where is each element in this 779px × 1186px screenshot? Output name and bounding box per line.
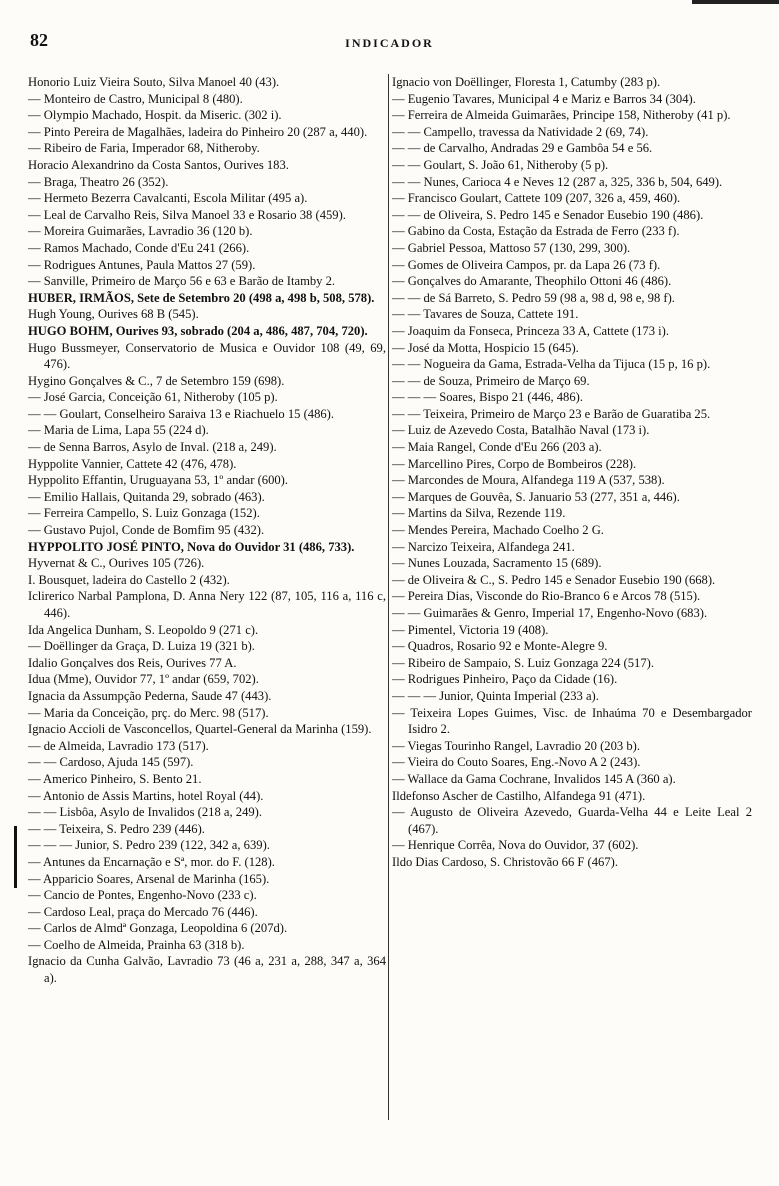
directory-entry: Ignacia da Assumpção Pederna, Saude 47 (443). (28, 688, 272, 703)
directory-entry: — Teixeira Lopes Guimes, Visc. de Inhaúma 70 e Desembargador Isidro 2. (392, 705, 752, 737)
directory-entry: — Antunes da Encarnação e Sª, mor. do F. (128). (28, 854, 275, 869)
directory-entry: — Cardoso Leal, praça do Mercado 76 (446). (28, 904, 258, 919)
right-column (392, 74, 752, 871)
directory-entry: Honorio Luiz Vieira Souto, Silva Manoel 40 (43). (28, 75, 280, 89)
directory-entry: Ildo Dias Cardoso, S. Christovão 66 F (467). (392, 854, 618, 869)
left-column (28, 74, 386, 987)
directory-entry: — Maia Rangel, Conde d'Eu 266 (203 a). (392, 440, 602, 455)
directory-entry: — Doëllinger da Graça, D. Luiza 19 (321 b). (28, 639, 255, 654)
directory-entry: — de Senna Barros, Asylo de Inval. (218 a, 249). (28, 440, 277, 455)
directory-entry: — Coelho de Almeida, Prainha 63 (318 b). (28, 937, 245, 952)
directory-entry: — Monteiro de Castro, Municipal 8 (480). (28, 91, 243, 106)
directory-entry: Hygino Gonçalves & C., 7 de Setembro 159 (698). (28, 373, 285, 388)
directory-entry: Ida Angelica Dunham, S. Leopoldo 9 (271 c). (28, 622, 259, 637)
directory-entry: Iclirerico Narbal Pamplona, D. Anna Nery 122 (87, 105, 116 a, 116 c, 446). (28, 589, 386, 620)
directory-entry: — Sanville, Primeiro de Março 56 e 63 e Barão de Itamby 2. (28, 274, 336, 289)
directory-entry: — Vieira do Couto Soares, Eng.-Novo A 2 (243). (392, 755, 641, 770)
directory-entry: — — — Junior, Quinta Imperial (233 a). (392, 688, 599, 703)
directory-entry: — de Oliveira & C., S. Pedro 145 e Senador Eusebio 190 (668). (392, 572, 716, 587)
directory-entry: — Apparicio Soares, Arsenal de Marinha (165). (28, 871, 270, 886)
directory-entry: — Luiz de Azevedo Costa, Batalhão Naval (173 i). (392, 423, 650, 438)
directory-entry: — Viegas Tourinho Rangel, Lavradio 20 (203 b). (392, 738, 640, 753)
directory-entry: I. Bousquet, ladeira do Castello 2 (432). (28, 572, 230, 587)
directory-entry: — — Teixeira, Primeiro de Março 23 e Barão de Guaratiba 25. (392, 406, 711, 421)
directory-entry: — Marques de Gouvêa, S. Januario 53 (277, 351 a, 446). (392, 489, 680, 504)
directory-entry: — Henrique Corrêa, Nova do Ouvidor, 37 (602). (392, 838, 639, 853)
directory-entry: — — de Souza, Primeiro de Março 69. (392, 373, 590, 388)
directory-entry: — — Tavares de Souza, Cattete 191. (392, 307, 579, 322)
directory-entry: — Narcizo Teixeira, Alfandega 241. (392, 539, 575, 554)
directory-entry: — — de Oliveira, S. Pedro 145 e Senador Eusebio 190 (486). (392, 207, 704, 222)
directory-entry: — Ferreira Campello, S. Luiz Gonzaga (152). (28, 506, 260, 521)
directory-entry: — Leal de Carvalho Reis, Silva Manoel 33 e Rosario 38 (459). (28, 207, 346, 222)
directory-entry: Hyvernat & C., Ourives 105 (726). (28, 556, 205, 571)
directory-entry: — Marcellino Pires, Corpo de Bombeiros (228). (392, 456, 637, 471)
directory-entry: — — de Carvalho, Andradas 29 e Gambôa 54 e 56. (392, 141, 653, 156)
directory-entry: Idalio Gonçalves dos Reis, Ourives 77 A. (28, 655, 237, 670)
directory-entry: — Mendes Pereira, Machado Coelho 2 G. (392, 523, 604, 538)
directory-entry: — de Almeida, Lavradio 173 (517). (28, 738, 209, 753)
directory-entry: — — Guimarães & Genro, Imperial 17, Engenho-Novo (683). (392, 606, 708, 620)
directory-entry: HYPPOLITO JOSÉ PINTO, Nova do Ouvidor 31 (486, 733). (28, 539, 355, 554)
running-head: INDICADOR (345, 36, 434, 50)
directory-entry: — Rodrigues Antunes, Paula Mattos 27 (59). (28, 257, 256, 272)
directory-entry: — Maria da Conceição, prç. do Merc. 98 (517). (28, 705, 269, 720)
directory-entry: — Americo Pinheiro, S. Bento 21. (28, 771, 202, 786)
directory-entry: — Joaquim da Fonseca, Princeza 33 A, Cattete (173 i). (392, 323, 669, 338)
directory-entry: — — de Sá Barreto, S. Pedro 59 (98 a, 98 d, 98 e, 98 f). (392, 290, 675, 305)
directory-entry: — Antonio de Assis Martins, hotel Royal (44). (28, 788, 264, 803)
directory-entry: — Wallace da Gama Cochrane, Invalidos 145 A (360 a). (392, 771, 676, 786)
directory-entry: Hugo Bussmeyer, Conservatorio de Musica e Ouvidor 108 (49, 69, 476). (28, 340, 386, 372)
directory-entry: Hyppolite Vannier, Cattete 42 (476, 478). (28, 456, 237, 471)
directory-entry: — Pimentel, Victoria 19 (408). (392, 622, 549, 637)
directory-entry: Ignacio Accioli de Vasconcellos, Quartel-General da Marinha (159). (28, 722, 372, 737)
directory-entry: — José da Motta, Hospicio 15 (645). (392, 340, 579, 355)
directory-entry: — Ramos Machado, Conde d'Eu 241 (266). (28, 240, 250, 255)
directory-entry: — — Cardoso, Ajuda 145 (597). (28, 755, 194, 770)
directory-entry: — Ribeiro de Faria, Imperador 68, Nitheroby. (28, 141, 260, 156)
directory-entry: Ignacio da Cunha Galvão, Lavradio 73 (46 a, 231 a, 288, 347 a, 364 a). (28, 954, 386, 986)
directory-entry: — Rodrigues Pinheiro, Paço da Cidade (16). (392, 672, 618, 687)
directory-entry: — Pereira Dias, Visconde do Rio-Branco 6 e Arcos 78 (515). (392, 589, 701, 604)
directory-entry: — Ribeiro de Sampaio, S. Luiz Gonzaga 224 (517). (392, 655, 654, 670)
directory-entry: — Martins da Silva, Rezende 119. (392, 506, 566, 521)
directory-entry: — Gonçalves do Amarante, Theophilo Ottoni 46 (486). (392, 274, 672, 289)
directory-entry: — — Goulart, Conselheiro Saraiva 13 e Riachuelo 15 (486). (28, 406, 335, 421)
directory-entry: HUGO BOHM, Ourives 93, sobrado (204 a, 486, 487, 704, 720). (28, 323, 368, 338)
directory-entry: — Olympio Machado, Hospit. da Miseric. (302 i). (28, 108, 282, 123)
directory-entry: — Quadros, Rosario 92 e Monte-Alegre 9. (392, 639, 608, 654)
directory-entry: — — Campello, travessa da Natividade 2 (69, 74). (392, 124, 649, 139)
directory-entry: Hugh Young, Ourives 68 B (545). (28, 307, 199, 322)
margin-mark (14, 826, 17, 888)
directory-entry: — — Nogueira da Gama, Estrada-Velha da Tijuca (15 p, 16 p). (392, 357, 711, 372)
directory-entry: Ignacio von Doëllinger, Floresta 1, Catumby (283 p). (392, 75, 661, 89)
directory-entry: — Gustavo Pujol, Conde de Bomfim 95 (432). (28, 523, 265, 538)
directory-entry: — Nunes Louzada, Sacramento 15 (689). (392, 556, 602, 571)
directory-entry: — Carlos de Almdª Gonzaga, Leopoldina 6 (207d). (28, 921, 288, 936)
directory-entry: — — Lisbôa, Asylo de Invalidos (218 a, 249). (28, 805, 263, 820)
directory-entry: Horacio Alexandrino da Costa Santos, Ourives 183. (28, 157, 289, 172)
top-edge-rule (692, 0, 779, 4)
directory-entry: — José Garcia, Conceição 61, Nitheroby (105 p). (28, 390, 278, 405)
directory-entry: — — — Soares, Bispo 21 (446, 486). (392, 390, 583, 405)
directory-entry: — Ferreira de Almeida Guimarães, Principe 158, Nitheroby (41 p). (392, 108, 731, 123)
directory-entry: — Hermeto Bezerra Cavalcanti, Escola Militar (495 a). (28, 191, 308, 206)
directory-entry: — Gabino da Costa, Estação da Estrada de Ferro (233 f). (392, 224, 680, 239)
directory-entry: — Braga, Theatro 26 (352). (28, 174, 169, 189)
directory-entry: — Augusto de Oliveira Azevedo, Guarda-Velha 44 e Leite Leal 2 (467). (392, 805, 752, 836)
directory-entry: — Gomes de Oliveira Campos, pr. da Lapa 26 (73 f). (392, 257, 661, 272)
directory-entry: — Moreira Guimarães, Lavradio 36 (120 b). (28, 224, 253, 239)
directory-entry: — — Goulart, S. João 61, Nitheroby (5 p). (392, 157, 609, 172)
directory-entry: — Eugenio Tavares, Municipal 4 e Mariz e Barros 34 (304). (392, 91, 696, 106)
directory-entry: — Pinto Pereira de Magalhães, ladeira do Pinheiro 20 (287 a, 440). (28, 124, 368, 139)
directory-entry: — — — Junior, S. Pedro 239 (122, 342 a, 639). (28, 838, 270, 853)
directory-entry: — Francisco Goulart, Cattete 109 (207, 326 a, 459, 460). (392, 191, 681, 206)
directory-entry: — Cancio de Pontes, Engenho-Novo (233 c). (28, 888, 257, 903)
page-number: 82 (30, 30, 48, 50)
directory-entry: Idua (Mme), Ouvidor 77, 1º andar (659, 702). (28, 672, 259, 687)
directory-entry: — Gabriel Pessoa, Mattoso 57 (130, 299, 300). (392, 240, 631, 255)
directory-entry: — — Teixeira, S. Pedro 239 (446). (28, 821, 205, 836)
directory-entry: HUBER, IRMÃOS, Sete de Setembro 20 (498 a, 498 b, 508, 578). (28, 290, 375, 305)
directory-entry: — Maria de Lima, Lapa 55 (224 d). (28, 423, 209, 438)
directory-entry: — Marcondes de Moura, Alfandega 119 A (537, 538). (392, 473, 665, 488)
directory-entry: Hyppolito Effantin, Uruguayana 53, 1º andar (600). (28, 473, 289, 488)
directory-entry: — Emilio Hallais, Quitanda 29, sobrado (463). (28, 489, 265, 504)
column-divider (388, 74, 389, 1120)
directory-entry: Ildefonso Ascher de Castilho, Alfandega 91 (471). (392, 788, 646, 803)
directory-entry: — — Nunes, Carioca 4 e Neves 12 (287 a, 325, 336 b, 504, 649). (392, 174, 723, 189)
